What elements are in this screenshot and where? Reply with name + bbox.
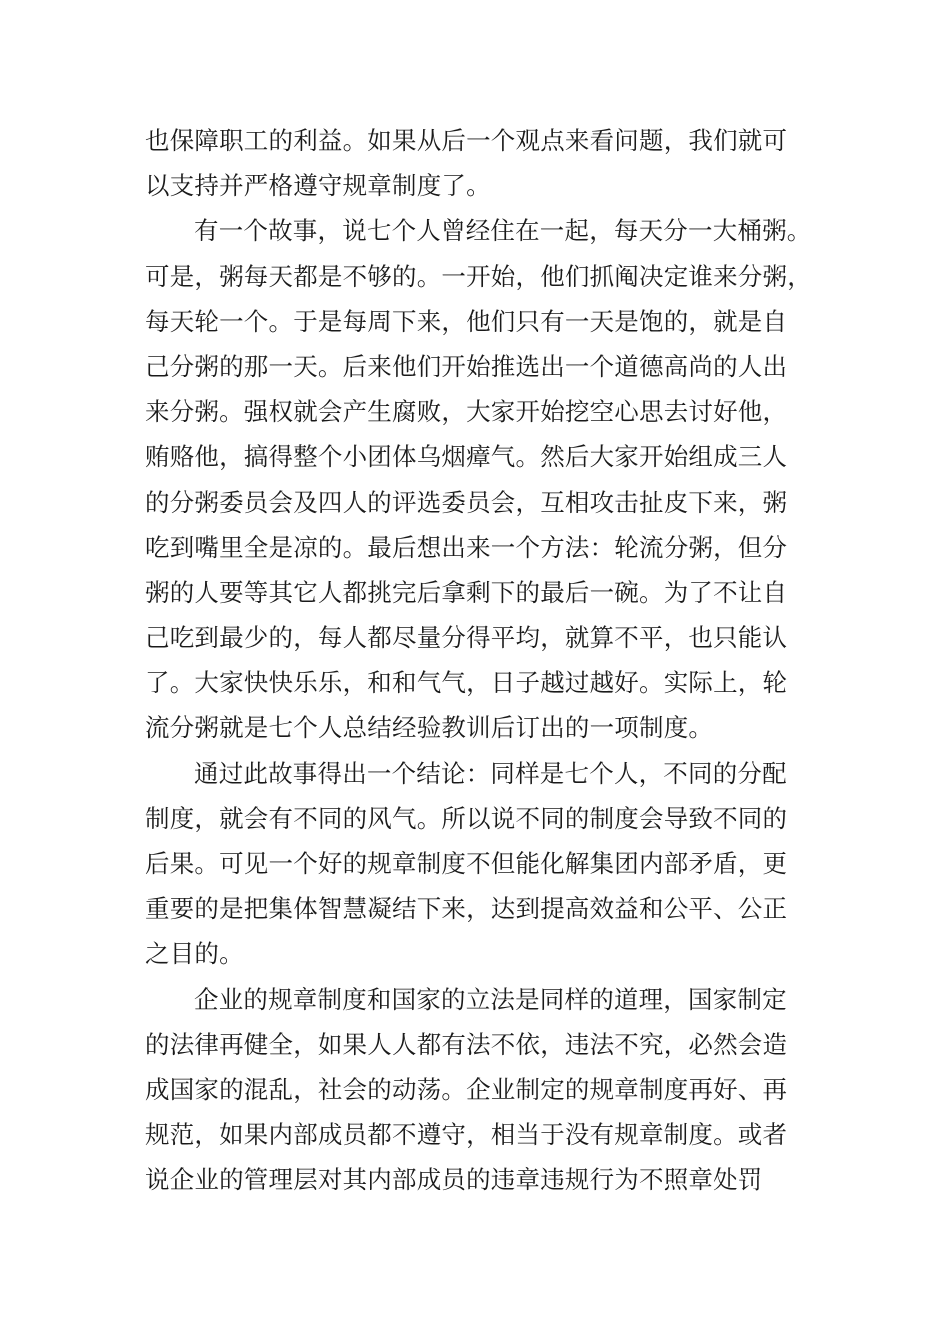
text-line: 流分粥就是七个人总结经验教训后订出的一项制度。 bbox=[145, 713, 714, 743]
paragraph-2 bbox=[145, 208, 817, 750]
text-line: 来分粥。强权就会产生腐败，大家开始挖空心思去讨好他， bbox=[145, 397, 788, 427]
document-body bbox=[145, 118, 817, 1203]
text-line: 的分粥委员会及四人的评选委员会，互相攻击扯皮下来，粥 bbox=[145, 487, 788, 517]
text-line: 成国家的混乱，社会的动荡。企业制定的规章制度再好、再 bbox=[145, 1074, 788, 1104]
text-line: 的法律再健全，如果人人都有法不依，违法不究，必然会造 bbox=[145, 1029, 788, 1059]
text-line: 了。大家快快乐乐，和和气气，日子越过越好。实际上，轮 bbox=[145, 668, 788, 698]
text-line: 每天轮一个。于是每周下来，他们只有一天是饱的，就是自 bbox=[145, 306, 788, 336]
text-line: 后果。可见一个好的规章制度不但能化解集团内部矛盾，更 bbox=[145, 849, 788, 878]
text-line: 通过此故事得出一个结论：同样是七个人，不同的分配 bbox=[194, 758, 787, 788]
text-line: 有一个故事，说七个人曾经住在一起，每天分一大桶粥。 bbox=[194, 216, 812, 246]
text-line: 粥的人要等其它人都挑完后拿剩下的最后一碗。为了不让自 bbox=[145, 577, 788, 607]
paragraph-3 bbox=[145, 751, 817, 977]
text-line: 以支持并严格遵守规章制度了。 bbox=[145, 171, 491, 201]
text-line: 制度，就会有不同的风气。所以说不同的制度会导致不同的 bbox=[145, 803, 788, 833]
text-line: 之目的。 bbox=[145, 939, 244, 969]
text-line: 己吃到最少的，每人都尽量分得平均，就算不平，也只能认 bbox=[145, 623, 788, 653]
text-line: 说企业的管理层对其内部成员的违章违规行为不照章处罚 bbox=[145, 1165, 763, 1195]
paragraph-1 bbox=[145, 118, 817, 208]
text-line: 重要的是把集体智慧凝结下来，达到提高效益和公平、公正 bbox=[145, 894, 788, 924]
text-line: 也保障职工的利益。如果从后一个观点来看问题，我们就可 bbox=[145, 126, 788, 155]
paragraph-4 bbox=[145, 977, 817, 1203]
text-line: 规范，如果内部成员都不遵守，相当于没有规章制度。或者 bbox=[145, 1120, 788, 1150]
text-line: 吃到嘴里全是凉的。最后想出来一个方法：轮流分粥，但分 bbox=[145, 532, 788, 562]
text-line: 己分粥的那一天。后来他们开始推选出一个道德高尚的人出 bbox=[145, 351, 788, 381]
text-line: 贿赂他，搞得整个小团体乌烟瘴气。然后大家开始组成三人 bbox=[145, 442, 788, 472]
text-line: 可是，粥每天都是不够的。一开始，他们抓阄决定谁来分粥， bbox=[145, 261, 812, 291]
text-line: 企业的规章制度和国家的立法是同样的道理，国家制定 bbox=[194, 984, 787, 1014]
